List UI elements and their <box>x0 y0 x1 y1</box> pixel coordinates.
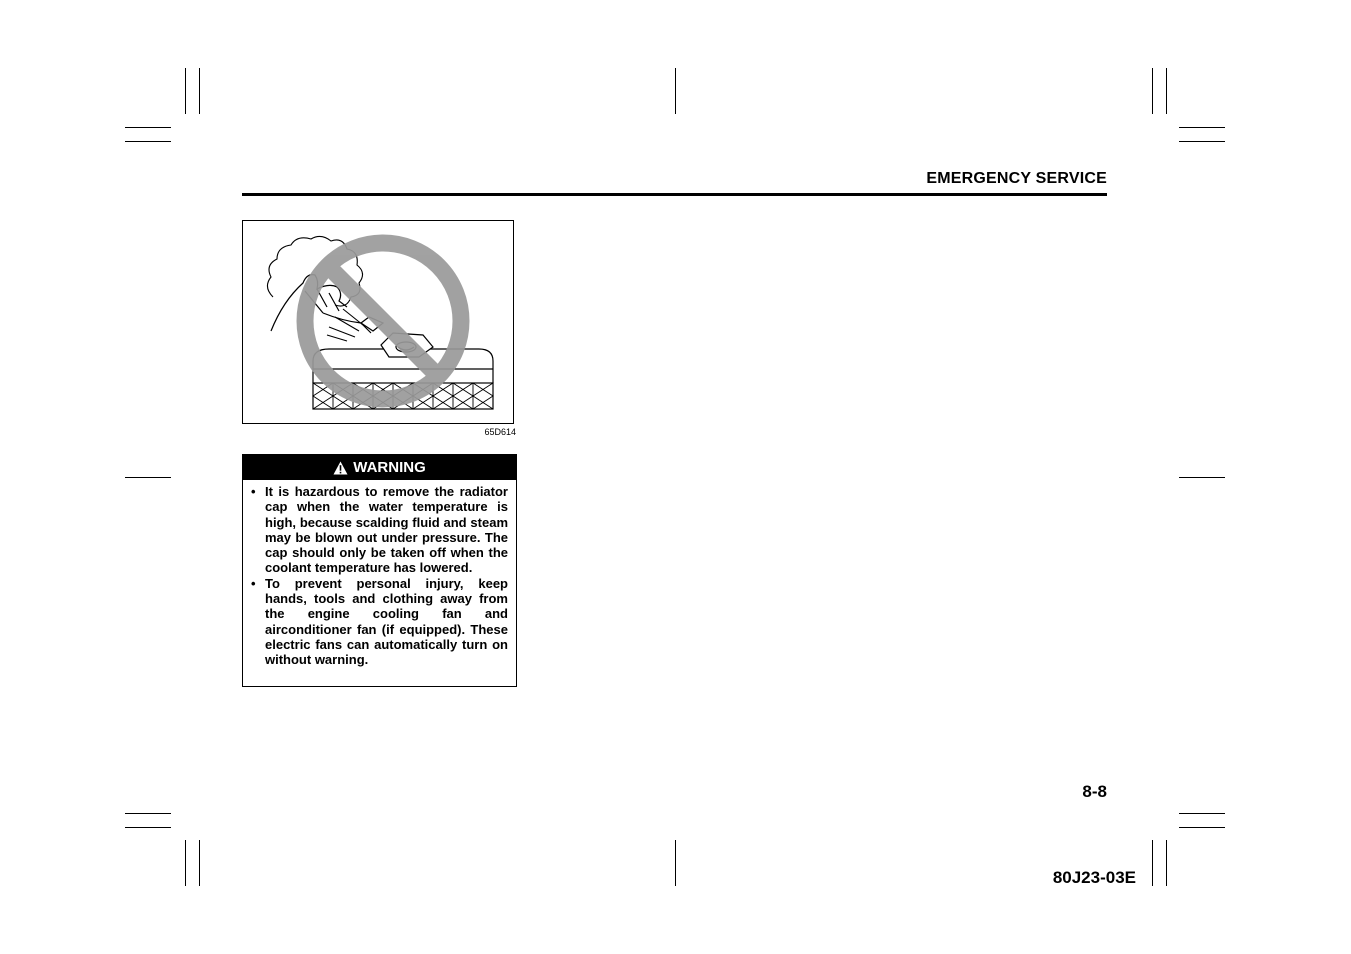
document-code: 80J23-03E <box>1052 868 1136 887</box>
warning-triangle-icon <box>333 461 348 475</box>
warning-list <box>243 480 516 668</box>
radiator-cap-illustration <box>242 220 514 424</box>
warning-header <box>243 455 516 480</box>
prohibition-icon <box>305 243 461 399</box>
page-number: 8-8 <box>1082 782 1107 801</box>
warning-box <box>242 454 517 687</box>
header-rule <box>242 193 1107 196</box>
warning-title: WARNING <box>353 459 426 476</box>
figure-code: 65D614 <box>484 427 516 437</box>
warning-item: • It is hazardous to remove the radiator cap when the water temperature is high, because scalding fluid and steam may be blown out under pressure. The cap should only be taken off when the coolant temperature has lowered. <box>251 484 508 576</box>
section-title: EMERGENCY SERVICE <box>926 170 1107 187</box>
warning-item: • To prevent personal injury, keep hands, tools and clothing away from the engine cooling fan and airconditioner fan (if equipped). These electric fans can automatically turn on without warning. <box>251 576 508 668</box>
